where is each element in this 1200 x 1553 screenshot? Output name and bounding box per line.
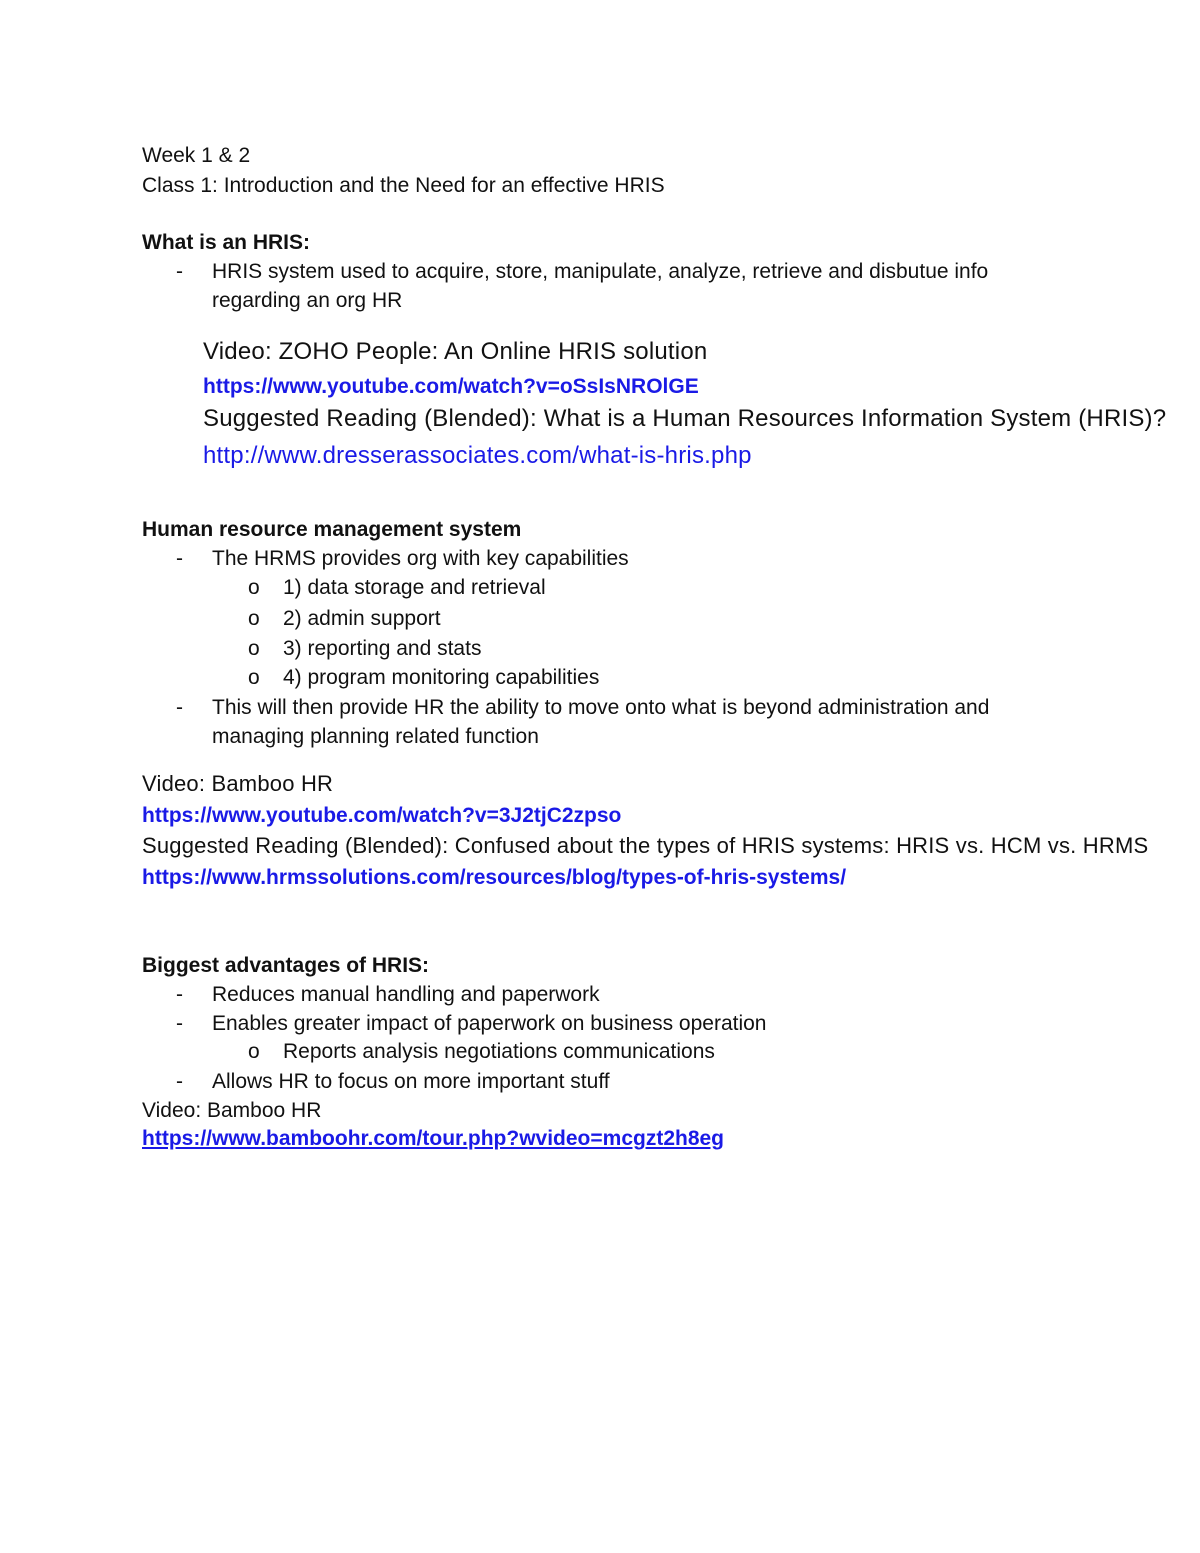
circle-bullet: o <box>248 576 260 599</box>
dresser-reading-link[interactable]: http://www.dresserassociates.com/what-is-hris.php <box>203 442 752 469</box>
bamboo-video-title: Video: Bamboo HR <box>142 771 334 796</box>
class-title: Class 1: Introduction and the Need for an effective HRIS <box>142 174 665 197</box>
dash-bullet: - <box>176 1070 183 1093</box>
section-heading-what-is-hris: What is an HRIS: <box>142 231 311 254</box>
dash-bullet: - <box>176 260 183 283</box>
hris-definition-line1: HRIS system used to acquire, store, manipulate, analyze, retrieve and disbutue info <box>212 260 989 283</box>
hris-types-reading-title: Suggested Reading (Blended): Confused about the types of HRIS systems: HRIS vs. HCM vs. HRMS <box>142 833 1149 858</box>
circle-bullet: o <box>248 666 260 689</box>
capability-item: 1) data storage and retrieval <box>283 576 546 599</box>
capability-item: 2) admin support <box>283 607 441 630</box>
circle-bullet: o <box>248 637 260 660</box>
advantage-item: Reduces manual handling and paperwork <box>212 983 600 1006</box>
advantage-item: Allows HR to focus on more important stuff <box>212 1070 610 1093</box>
hrms-beyond-admin-line1: This will then provide HR the ability to move onto what is beyond administration and <box>212 696 990 719</box>
hris-reading-title: Suggested Reading (Blended): What is a Human Resources Information System (HRIS)? <box>203 405 1167 432</box>
circle-bullet: o <box>248 607 260 630</box>
capability-item: 3) reporting and stats <box>283 637 482 660</box>
dash-bullet: - <box>176 547 183 570</box>
section-heading-advantages: Biggest advantages of HRIS: <box>142 954 430 977</box>
zoho-video-link[interactable]: https://www.youtube.com/watch?v=oSsIsNROlGE <box>203 375 699 398</box>
hrms-capabilities-item: The HRMS provides org with key capabilities <box>212 547 629 570</box>
hris-definition-line2: regarding an org HR <box>212 289 403 312</box>
circle-bullet: o <box>248 1040 260 1063</box>
section-heading-hrms: Human resource management system <box>142 518 522 541</box>
advantage-item: Enables greater impact of paperwork on business operation <box>212 1012 767 1035</box>
bamboo-tour-video-title: Video: Bamboo HR <box>142 1099 322 1122</box>
dash-bullet: - <box>176 696 183 719</box>
capability-item: 4) program monitoring capabilities <box>283 666 600 689</box>
bamboo-youtube-link[interactable]: https://www.youtube.com/watch?v=3J2tjC2zpso <box>142 804 622 827</box>
hrms-beyond-admin-line2: managing planning related function <box>212 725 539 748</box>
zoho-video-title: Video: ZOHO People: An Online HRIS solution <box>203 338 708 365</box>
hrms-solutions-link[interactable]: https://www.hrmssolutions.com/resources/blog/types-of-hris-systems/ <box>142 866 847 889</box>
bamboo-tour-link[interactable]: https://www.bamboohr.com/tour.php?wvideo=mcgzt2h8eg <box>142 1127 725 1150</box>
week-label: Week 1 & 2 <box>142 144 251 167</box>
dash-bullet: - <box>176 1012 183 1035</box>
advantage-subitem: Reports analysis negotiations communications <box>283 1040 715 1063</box>
dash-bullet: - <box>176 983 183 1006</box>
